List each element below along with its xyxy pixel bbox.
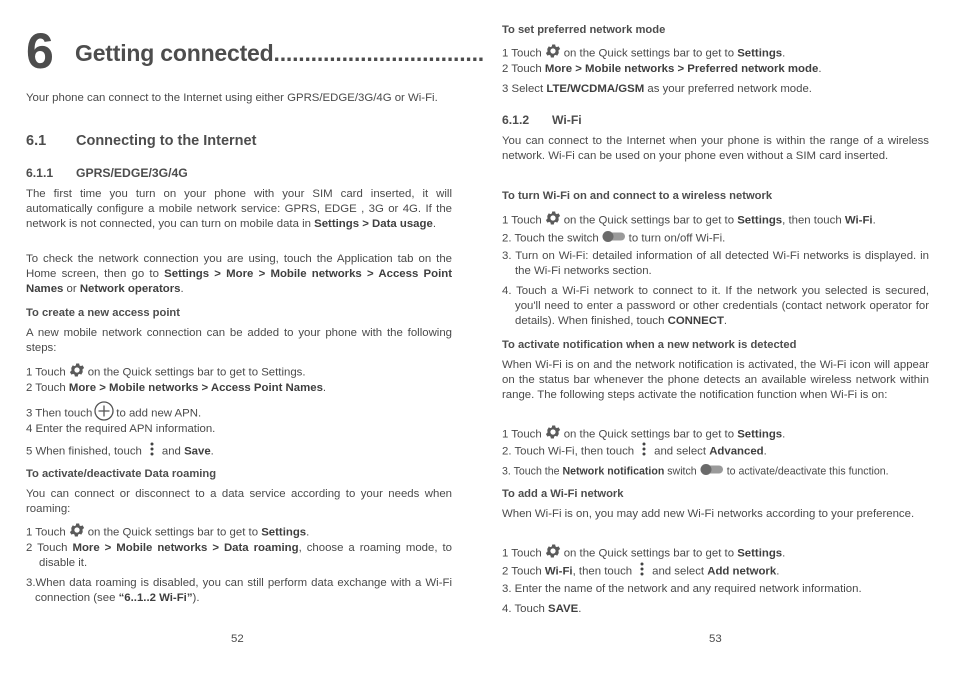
page-number-right: 53 [709, 633, 722, 645]
vertical-dots-icon [150, 442, 154, 461]
wifi-step-2: 2. Touch the switch to turn on/off Wi-Fi. [502, 229, 929, 248]
wifi-step-1: 1 Touch on the Quick settings bar to get to Settings, then touch Wi-Fi. [502, 209, 929, 232]
roaming-step-3: 3.When data roaming is disabled, you can still perform data exchange with a Wi-Fi connection (see “6..1..2 Wi-Fi”). [26, 577, 452, 604]
add-step-3: 3. Enter the name of the network and any required network information. [502, 583, 862, 595]
add-step-2: 2 Touch Wi-Fi, then touch and select Add network. [502, 562, 929, 581]
subsection-number: 6.1.1 [26, 166, 54, 180]
notification-intro: When Wi-Fi is on and the network notification is activated, the Wi-Fi icon will appear on the status bar whenever the phone detects an available wireless network within range. The following steps activate the notification function when Wi-Fi is on: [502, 359, 929, 401]
notif-step-1: 1 Touch on the Quick settings bar to get to Settings. [502, 423, 929, 446]
add-network-intro: When Wi-Fi is on, you may add new Wi-Fi networks according to your preference. [502, 508, 915, 520]
heading-add-wifi-network: To add a Wi-Fi network [502, 488, 624, 500]
heading-turn-on-wifi: To turn Wi-Fi on and connect to a wireless network [502, 190, 773, 202]
access-step-3: 3 Then touch to add new APN. [26, 401, 452, 426]
heading-preferred-network: To set preferred network mode [502, 24, 666, 36]
subsection-heading-wifi [502, 113, 582, 127]
vertical-dots-icon [642, 442, 646, 461]
add-step-4: 4. Touch SAVE. [502, 603, 582, 615]
wifi-step-3: 3. Turn on Wi-Fi: detailed information of all detected Wi-Fi networks is displayed. in the Wi-Fi networks section. [502, 250, 929, 277]
add-step-1: 1 Touch on the Quick settings bar to get to Settings. [502, 542, 929, 565]
pref-step-2: 2 Touch More > Mobile networks > Preferred network mode. [502, 63, 822, 75]
access-step-1: 1 Touch on the Quick settings bar to get to Settings. [26, 361, 452, 384]
paragraph-check-network: To check the network connection you are using, touch the Application tab on the Home screen, then go to Settings > More > Mobile networks > Access Point Names or Network operators. [26, 253, 452, 295]
toggle-switch-icon [601, 229, 627, 248]
heading-network-notification: To activate notification when a new network is detected [502, 339, 797, 351]
heading-data-roaming: To activate/deactivate Data roaming [26, 468, 217, 480]
subsection-title: Wi-Fi [552, 113, 582, 127]
subsection-title: GPRS/EDGE/3G/4G [76, 166, 188, 180]
notif-step-3: 3. Touch the Network notification switch to activate/deactivate this function. [502, 462, 929, 481]
paragraph-first-time: The first time you turn on your phone with your SIM card inserted, it will automatically configure a mobile network service: GPRS, EDGE , 3G or 4G. If the network is not connected, you can turn on mobile data in Settings > Data usage. [26, 188, 452, 230]
section-heading [26, 133, 256, 149]
left-page [26, 0, 484, 678]
roaming-step-1: 1 Touch on the Quick settings bar to get to Settings. [26, 521, 452, 544]
roaming-step-2: 2 Touch More > Mobile networks > Data roaming, choose a roaming mode, to disable it. [26, 542, 452, 569]
toggle-switch-icon [699, 462, 725, 481]
chapter-number: 6 [26, 23, 54, 79]
heading-create-access-point: To create a new access point [26, 307, 180, 319]
access-step-4: 4 Enter the required APN information. [26, 423, 216, 435]
right-page [502, 0, 929, 678]
section-number: 6.1 [26, 133, 47, 149]
section-title: Connecting to the Internet [76, 133, 257, 149]
subsection-heading [26, 166, 188, 180]
chapter-title: Getting connected.................................. [75, 40, 484, 66]
pref-step-1: 1 Touch on the Quick settings bar to get to Settings. [502, 42, 929, 65]
access-step-5: 5 When finished, touch and Save. [26, 442, 452, 461]
wifi-step-4: 4. Touch a Wi-Fi network to connect to it. If the network you selected is secured, you'll need to enter a password or other credentials (contact network operator for details). When finished, touch CONNECT. [502, 285, 929, 327]
wifi-intro: You can connect to the Internet when your phone is within the range of a wireless network. Wi-Fi can be used on your phone even without a SIM card inserted. [502, 135, 929, 162]
intro-paragraph: Your phone can connect to the Internet using either GPRS/EDGE/3G/4G or Wi-Fi. [26, 92, 438, 104]
access-step-2: 2 Touch More > Mobile networks > Access Point Names. [26, 382, 327, 394]
vertical-dots-icon [640, 562, 644, 581]
roaming-intro: You can connect or disconnect to a data service according to your needs when roaming: [26, 488, 452, 515]
access-point-intro: A new mobile network connection can be added to your phone with the following steps: [26, 327, 452, 354]
page-number-left: 52 [231, 633, 244, 645]
notif-step-2: 2. Touch Wi-Fi, then touch and select Advanced. [502, 442, 929, 461]
subsection-number: 6.1.2 [502, 113, 530, 127]
pref-step-3: 3 Select LTE/WCDMA/GSM as your preferred network mode. [502, 83, 812, 95]
